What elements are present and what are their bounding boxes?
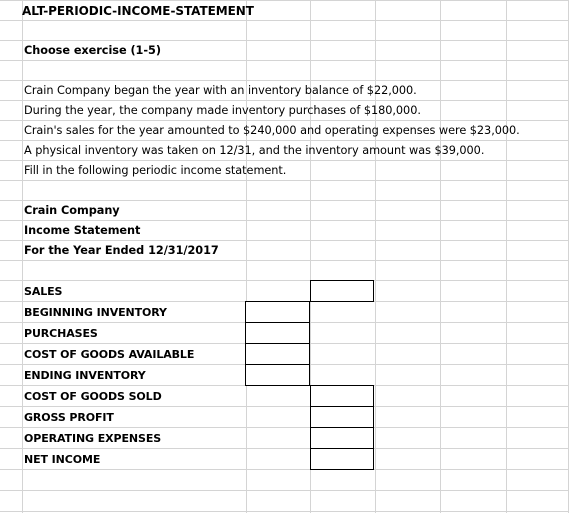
statement-name[interactable]: Income Statement [24, 224, 141, 237]
gross-profit-answer-input[interactable] [310, 406, 374, 428]
row-label-sales[interactable]: SALES [24, 285, 63, 298]
row-gridline [0, 511, 569, 512]
column-gridline [22, 0, 23, 513]
cost-of-goods-sold-answer-input[interactable] [310, 385, 374, 407]
row-label-ending-inventory[interactable]: ENDING INVENTORY [24, 369, 146, 382]
statement-period[interactable]: For the Year Ended 12/31/2017 [24, 244, 219, 257]
problem-line-5[interactable]: Fill in the following periodic income statement. [24, 164, 287, 177]
row-label-net-income[interactable]: NET INCOME [24, 453, 101, 466]
cost-of-goods-available-answer-input[interactable] [245, 343, 310, 365]
row-gridline [0, 280, 569, 281]
company-name[interactable]: Crain Company [24, 204, 120, 217]
row-label-beginning-inventory[interactable]: BEGINNING INVENTORY [24, 306, 167, 319]
problem-line-2[interactable]: During the year, the company made inventory purchases of $180,000. [24, 104, 421, 117]
choose-exercise-cell[interactable]: Choose exercise (1-5) [24, 44, 161, 57]
row-label-cost-of-goods-available[interactable]: COST OF GOODS AVAILABLE [24, 348, 195, 361]
problem-line-3[interactable]: Crain's sales for the year amounted to $240,000 and operating expenses were $23,000. [24, 124, 520, 137]
row-label-cost-of-goods-sold[interactable]: COST OF GOODS SOLD [24, 390, 162, 403]
purchases-answer-input[interactable] [245, 322, 310, 344]
column-gridline [506, 0, 507, 513]
column-gridline [246, 0, 247, 513]
row-label-operating-expenses[interactable]: OPERATING EXPENSES [24, 432, 162, 445]
row-gridline [0, 490, 569, 491]
problem-line-4[interactable]: A physical inventory was taken on 12/31, and the inventory amount was $39,000. [24, 144, 485, 157]
sales-answer-input[interactable] [310, 280, 374, 302]
problem-line-1[interactable]: Crain Company began the year with an inventory balance of $22,000. [24, 84, 417, 97]
sheet-title[interactable]: ALT-PERIODIC-INCOME-STATEMENT [22, 4, 254, 18]
column-gridline [440, 0, 441, 513]
beginning-inventory-answer-input[interactable] [245, 301, 310, 323]
net-income-answer-input[interactable] [310, 448, 374, 470]
column-gridline [375, 0, 376, 513]
row-label-gross-profit[interactable]: GROSS PROFIT [24, 411, 114, 424]
operating-expenses-answer-input[interactable] [310, 427, 374, 449]
row-label-purchases[interactable]: PURCHASES [24, 327, 98, 340]
ending-inventory-answer-input[interactable] [245, 364, 310, 386]
